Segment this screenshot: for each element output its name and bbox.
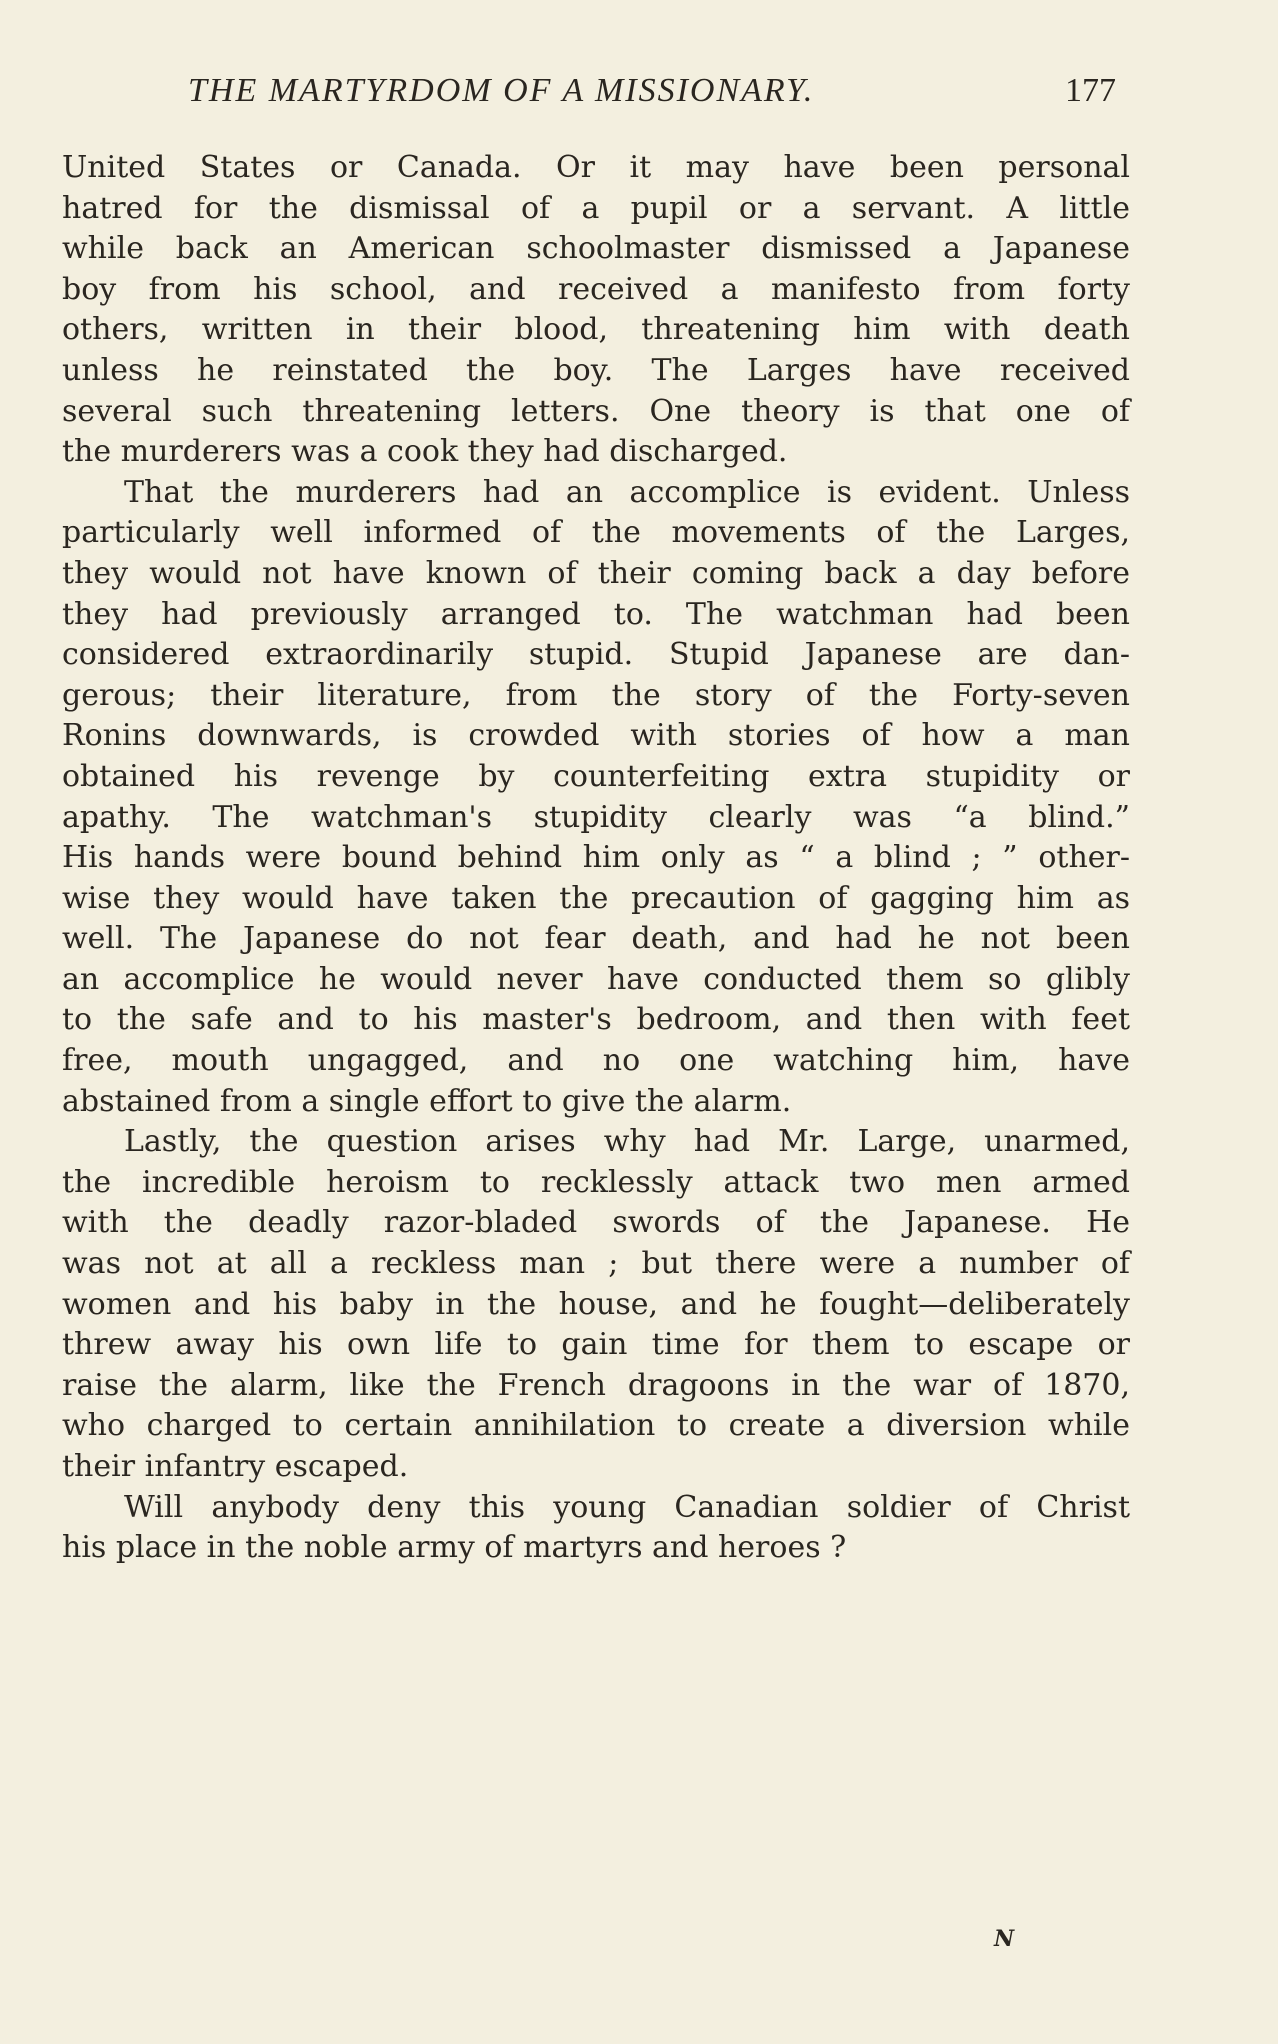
text-line: obtained his revenge by counterfeiting extra stupidity or — [62, 758, 1130, 794]
text-line: the murderers was a cook they had discharged. — [62, 434, 788, 470]
text-line: to the safe and to his master's bedroom, and then with feet — [62, 1002, 1130, 1038]
running-head-title: THE MARTYRDOM OF A MISSIONARY. — [188, 72, 815, 109]
text-line: they would not have known of their coming back a day before — [62, 555, 1130, 591]
text-line: Lastly, the question arises why had Mr. Large, unarmed, — [124, 1124, 1130, 1160]
text-line: was not at all a reckless man ; but there were a number of — [62, 1246, 1130, 1282]
text-line: hatred for the dismissal of a pupil or a servant. A little — [62, 190, 1130, 226]
text-line: Will anybody deny this young Canadian soldier of Christ — [124, 1489, 1130, 1525]
text-line: while back an American schoolmaster dismissed a Japanese — [62, 231, 1130, 267]
text-line: an accomplice he would never have conducted them so glibly — [62, 961, 1130, 997]
text-line: who charged to certain annihilation to create a diversion while — [62, 1408, 1130, 1444]
text-line: well. The Japanese do not fear death, and had he not been — [62, 921, 1130, 957]
text-line: several such threatening letters. One theory is that one of — [62, 393, 1130, 429]
text-line: threw away his own life to gain time for them to escape or — [62, 1327, 1130, 1363]
text-line: others, written in their blood, threatening him with death — [62, 312, 1130, 348]
text-line: free, mouth ungagged, and no one watching him, have — [62, 1043, 1130, 1079]
text-line: with the deadly razor-bladed swords of the Japanese. He — [62, 1205, 1130, 1241]
text-line: his place in the noble army of martyrs and heroes ? — [62, 1530, 847, 1566]
page-number: 177 — [1065, 72, 1116, 109]
text-line: gerous; their literature, from the story of the Forty-seven — [62, 677, 1130, 713]
text-line: United States or Canada. Or it may have been personal — [62, 150, 1130, 185]
signature-mark: N — [994, 1926, 1015, 1952]
running-head — [62, 72, 1116, 122]
text-line: they had previously arranged to. The watchman had been — [62, 596, 1130, 632]
text-line: abstained from a single effort to give the alarm. — [62, 1083, 792, 1119]
text-line: women and his baby in the house, and he fought—deliberately — [62, 1286, 1130, 1322]
text-line: the incredible heroism to recklessly attack two men armed — [62, 1164, 1130, 1200]
text-line: raise the alarm, like the French dragoons in the war of 1870, — [62, 1367, 1130, 1403]
text-line: their infantry escaped. — [62, 1449, 409, 1484]
text-line: boy from his school, and received a manifesto from forty — [62, 271, 1130, 307]
text-line: unless he reinstated the boy. The Larges have received — [62, 352, 1130, 388]
text-line: His hands were bound behind him only as “ a blind ; ” other- — [62, 840, 1130, 876]
body-text — [62, 148, 1130, 1569]
text-line: Ronins downwards, is crowded with stories of how a man — [62, 718, 1130, 754]
text-line: considered extraordinarily stupid. Stupid Japanese are dan- — [62, 637, 1130, 673]
text-line: wise they would have taken the precaution of gagging him as — [62, 880, 1130, 916]
text-line: particularly well informed of the movements of the Larges, — [62, 515, 1130, 551]
text-line: apathy. The watchman's stupidity clearly was “a blind.” — [62, 799, 1130, 835]
text-line: That the murderers had an accomplice is evident. Unless — [124, 474, 1130, 510]
